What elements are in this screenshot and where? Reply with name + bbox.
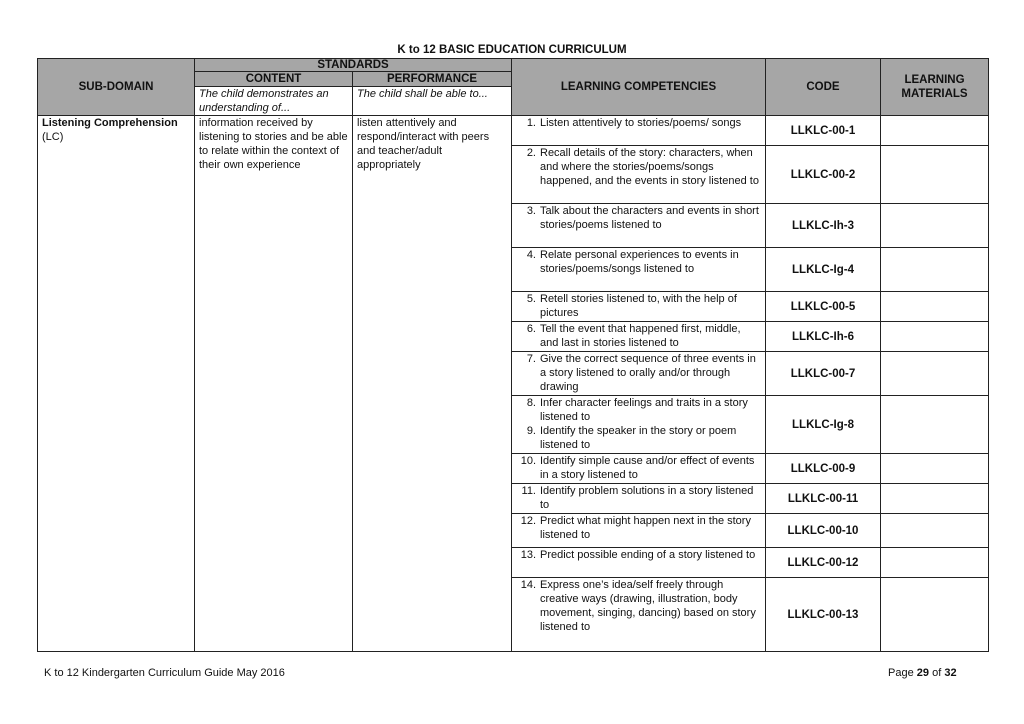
competency-number: 9.	[526, 425, 536, 437]
learning-materials-cell	[881, 548, 989, 578]
competency-text: Tell the event that happened first, middle, and last in stories listened to	[540, 323, 741, 349]
competency-code: LLKLC-Ig-8	[766, 396, 881, 454]
competency-number: 11.	[521, 485, 536, 497]
competency-text: Express one’s idea/self freely through creative ways (drawing, illustration, body movement, singing, dancing) based on story listened to	[540, 579, 756, 633]
competency-item	[526, 204, 761, 232]
competency-code: LLKLC-Ig-4	[766, 248, 881, 292]
competency-code: LLKLC-Ih-6	[766, 322, 881, 352]
competency-number: 1.	[526, 117, 536, 129]
competency-text: Identify the speaker in the story or poem listened to	[540, 425, 737, 451]
competency-cell	[512, 248, 766, 292]
competency-item	[520, 514, 761, 542]
competency-code: LLKLC-00-2	[766, 146, 881, 204]
competency-cell	[512, 484, 766, 514]
competency-text: Give the correct sequence of three events in a story listened to orally and/or through drawing	[540, 353, 756, 393]
competency-code: LLKLC-00-10	[766, 514, 881, 548]
header-sub-domain: SUB-DOMAIN	[38, 59, 195, 116]
competency-code: LLKLC-00-13	[766, 578, 881, 652]
competency-cell	[512, 292, 766, 322]
header-code: CODE	[766, 59, 881, 116]
competency-text: Talk about the characters and events in short stories/poems listened to	[540, 205, 759, 231]
learning-materials-cell	[881, 396, 989, 454]
curriculum-table	[37, 58, 989, 652]
competency-item	[520, 548, 761, 562]
competency-code: LLKLC-00-7	[766, 352, 881, 396]
header-performance: PERFORMANCE	[353, 72, 512, 87]
document-title: K to 12 BASIC EDUCATION CURRICULUM	[397, 44, 627, 56]
competency-item	[526, 116, 761, 130]
competency-text: Relate personal experiences to events in stories/poems/songs listened to	[540, 249, 739, 275]
footer-page-of: of	[932, 667, 942, 679]
header-content-sub: The child demonstrates an understanding of...	[195, 87, 353, 116]
competency-number: 3.	[526, 205, 536, 217]
competency-code: LLKLC-00-11	[766, 484, 881, 514]
footer-page-prefix: Page	[888, 667, 914, 679]
sub-domain-cell	[38, 116, 195, 652]
learning-materials-cell	[881, 116, 989, 146]
competency-text: Infer character feelings and traits in a story listened to	[540, 397, 748, 423]
learning-materials-cell	[881, 292, 989, 322]
competency-number: 14.	[520, 579, 536, 591]
learning-materials-cell	[881, 578, 989, 652]
competency-cell	[512, 454, 766, 484]
competency-number: 7.	[526, 353, 536, 365]
performance-standard: listen attentively and respond/interact with peers and teacher/adult appropriately	[353, 116, 512, 652]
competency-item	[520, 454, 761, 482]
competency-cell	[512, 514, 766, 548]
competency-cell	[512, 116, 766, 146]
competency-code: LLKLC-00-1	[766, 116, 881, 146]
competency-number: 6.	[526, 323, 536, 335]
competency-item	[526, 292, 761, 320]
competency-code: LLKLC-Ih-3	[766, 204, 881, 248]
header-content: CONTENT	[195, 72, 353, 87]
footer-guide-title: K to 12 Kindergarten Curriculum Guide May 2016	[44, 667, 285, 679]
competency-cell	[512, 322, 766, 352]
competency-text: Identify problem solutions in a story listened to	[540, 485, 754, 511]
competency-item	[526, 424, 761, 452]
competency-cell	[512, 204, 766, 248]
competency-item	[526, 248, 761, 276]
competency-item	[526, 146, 761, 188]
competency-item	[520, 578, 761, 634]
header-learning-materials: LEARNING MATERIALS	[881, 59, 989, 116]
competency-number: 8.	[526, 397, 536, 409]
footer-page-current: 29	[916, 667, 930, 679]
learning-materials-cell	[881, 204, 989, 248]
competency-text: Predict possible ending of a story listened to	[540, 549, 756, 561]
competency-number: 13.	[520, 549, 536, 561]
competency-text: Identify simple cause and/or effect of events in a story listened to	[540, 455, 755, 481]
competency-cell	[512, 146, 766, 204]
competency-code: LLKLC-00-9	[766, 454, 881, 484]
competency-item	[526, 352, 761, 394]
competency-number: 12.	[520, 515, 536, 527]
competency-number: 4.	[526, 249, 536, 261]
learning-materials-cell	[881, 146, 989, 204]
competency-text: Recall details of the story: characters, when and where the stories/poems/songs happened, and the events in story listened to	[540, 147, 759, 187]
learning-materials-cell	[881, 248, 989, 292]
learning-materials-cell	[881, 514, 989, 548]
competency-number: 5.	[526, 293, 536, 305]
competency-cell	[512, 396, 766, 454]
competency-item	[521, 484, 761, 512]
competency-code: LLKLC-00-12	[766, 548, 881, 578]
competency-number: 10.	[520, 455, 536, 467]
footer-page-number	[888, 667, 957, 679]
header-standards: STANDARDS	[195, 59, 512, 72]
sub-domain-abbr: (LC)	[42, 131, 64, 143]
competency-item	[526, 396, 761, 424]
competency-row	[38, 116, 989, 146]
learning-materials-cell	[881, 484, 989, 514]
competency-text: Predict what might happen next in the story listened to	[540, 515, 751, 541]
header-performance-sub: The child shall be able to...	[353, 87, 512, 116]
competency-cell	[512, 548, 766, 578]
competency-number: 2.	[526, 147, 536, 159]
competency-text: Listen attentively to stories/poems/ songs	[540, 117, 742, 129]
header-learning-competencies: LEARNING COMPETENCIES	[512, 59, 766, 116]
learning-materials-cell	[881, 322, 989, 352]
content-standard: information received by listening to stories and be able to relate within the context of their own experience	[195, 116, 353, 652]
competency-text: Retell stories listened to, with the help of pictures	[540, 293, 737, 319]
competency-item	[526, 322, 761, 350]
sub-domain-name: Listening Comprehension	[42, 117, 178, 129]
competency-code: LLKLC-00-5	[766, 292, 881, 322]
footer-page-total: 32	[944, 667, 957, 679]
learning-materials-cell	[881, 352, 989, 396]
competency-cell	[512, 352, 766, 396]
competency-cell	[512, 578, 766, 652]
learning-materials-cell	[881, 454, 989, 484]
